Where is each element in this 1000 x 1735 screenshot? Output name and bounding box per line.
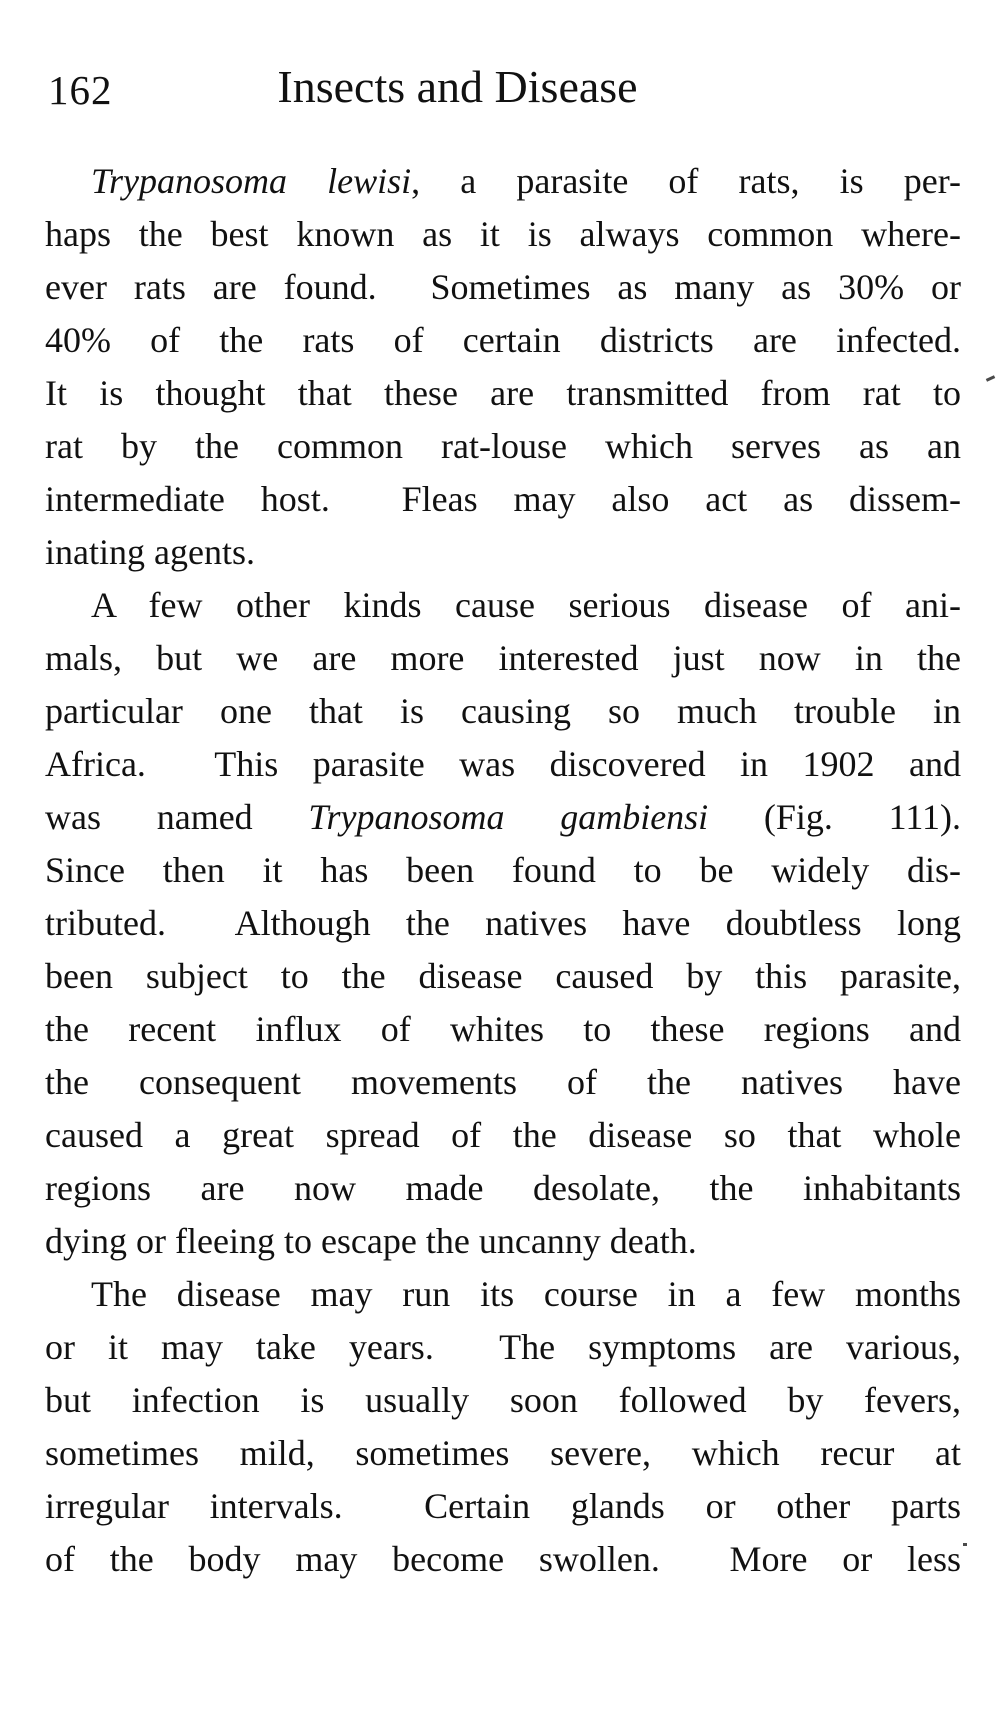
text-segment: ever rats are found. Sometimes as many as 30% or <box>45 267 961 307</box>
text-segment: intermediate host. Fleas may also act as dissem- <box>45 479 961 519</box>
text-segment: The disease may run its course in a few months <box>91 1274 961 1314</box>
text-line <box>45 526 961 579</box>
text-segment: or it may take years. The symptoms are various, <box>45 1327 961 1367</box>
text-segment: , a parasite of rats, is per- <box>411 161 961 201</box>
text-line <box>45 1056 961 1109</box>
text-line <box>45 1427 961 1480</box>
text-segment: was named <box>45 797 309 837</box>
text-segment: A few other kinds cause serious disease of ani- <box>91 585 961 625</box>
text-line <box>45 473 961 526</box>
text-line <box>45 738 961 791</box>
text-line <box>45 950 961 1003</box>
text-segment: tributed. Although the natives have doubtless long <box>45 903 961 943</box>
text-segment: It is thought that these are transmitted from rat to <box>45 373 961 413</box>
text-segment: caused a great spread of the disease so that whole <box>45 1115 961 1155</box>
species-name-italic: Trypanosoma lewisi <box>91 161 412 201</box>
text-segment: but infection is usually soon followed by fevers, <box>45 1380 961 1420</box>
text-segment: regions are now made desolate, the inhabitants <box>45 1168 961 1208</box>
text-line <box>45 1215 961 1268</box>
text-line <box>45 1109 961 1162</box>
text-line <box>45 208 961 261</box>
text-segment: of the body may become swollen. More or less <box>45 1539 961 1579</box>
text-line <box>45 367 961 420</box>
text-segment: dying or fleeing to escape the uncanny death. <box>45 1221 697 1261</box>
text-segment: mals, but we are more interested just now in the <box>45 638 961 678</box>
text-segment: the consequent movements of the natives have <box>45 1062 961 1102</box>
text-segment: inating agents. <box>45 532 255 572</box>
text-segment: Since then it has been found to be widely dis- <box>45 850 961 890</box>
text-segment: haps the best known as it is always common where- <box>45 214 961 254</box>
text-segment: particular one that is causing so much trouble in <box>45 691 961 731</box>
text-line <box>45 632 961 685</box>
text-line <box>45 155 961 208</box>
text-line <box>45 579 961 632</box>
running-head-title: Insects and Disease <box>277 61 638 112</box>
text-line <box>45 261 961 314</box>
text-segment: Africa. This parasite was discovered in 1902 and <box>45 744 961 784</box>
text-line <box>45 1533 961 1586</box>
text-line <box>45 844 961 897</box>
text-line <box>45 1321 961 1374</box>
scan-speck <box>963 1543 967 1546</box>
text-segment: been subject to the disease caused by this parasite, <box>45 956 961 996</box>
scan-speck <box>986 375 995 382</box>
page-number: 162 <box>48 67 113 113</box>
body-text <box>45 155 961 1586</box>
species-name-italic: Trypanosoma gambiensi <box>308 797 709 837</box>
text-line <box>45 1268 961 1321</box>
text-segment: (Fig. 111). <box>708 797 961 837</box>
text-line <box>45 1480 961 1533</box>
text-line <box>45 1003 961 1056</box>
text-line <box>45 314 961 367</box>
text-line <box>45 1374 961 1427</box>
text-segment: 40% of the rats of certain districts are infected. <box>45 320 961 360</box>
text-line <box>45 1162 961 1215</box>
text-segment: sometimes mild, sometimes severe, which recur at <box>45 1433 961 1473</box>
text-line <box>45 791 961 844</box>
text-segment: irregular intervals. Certain glands or other parts <box>45 1486 961 1526</box>
text-line <box>45 420 961 473</box>
text-segment: rat by the common rat-louse which serves as an <box>45 426 961 466</box>
running-header <box>45 60 960 116</box>
text-line <box>45 897 961 950</box>
text-line <box>45 685 961 738</box>
text-segment: the recent influx of whites to these regions and <box>45 1009 961 1049</box>
